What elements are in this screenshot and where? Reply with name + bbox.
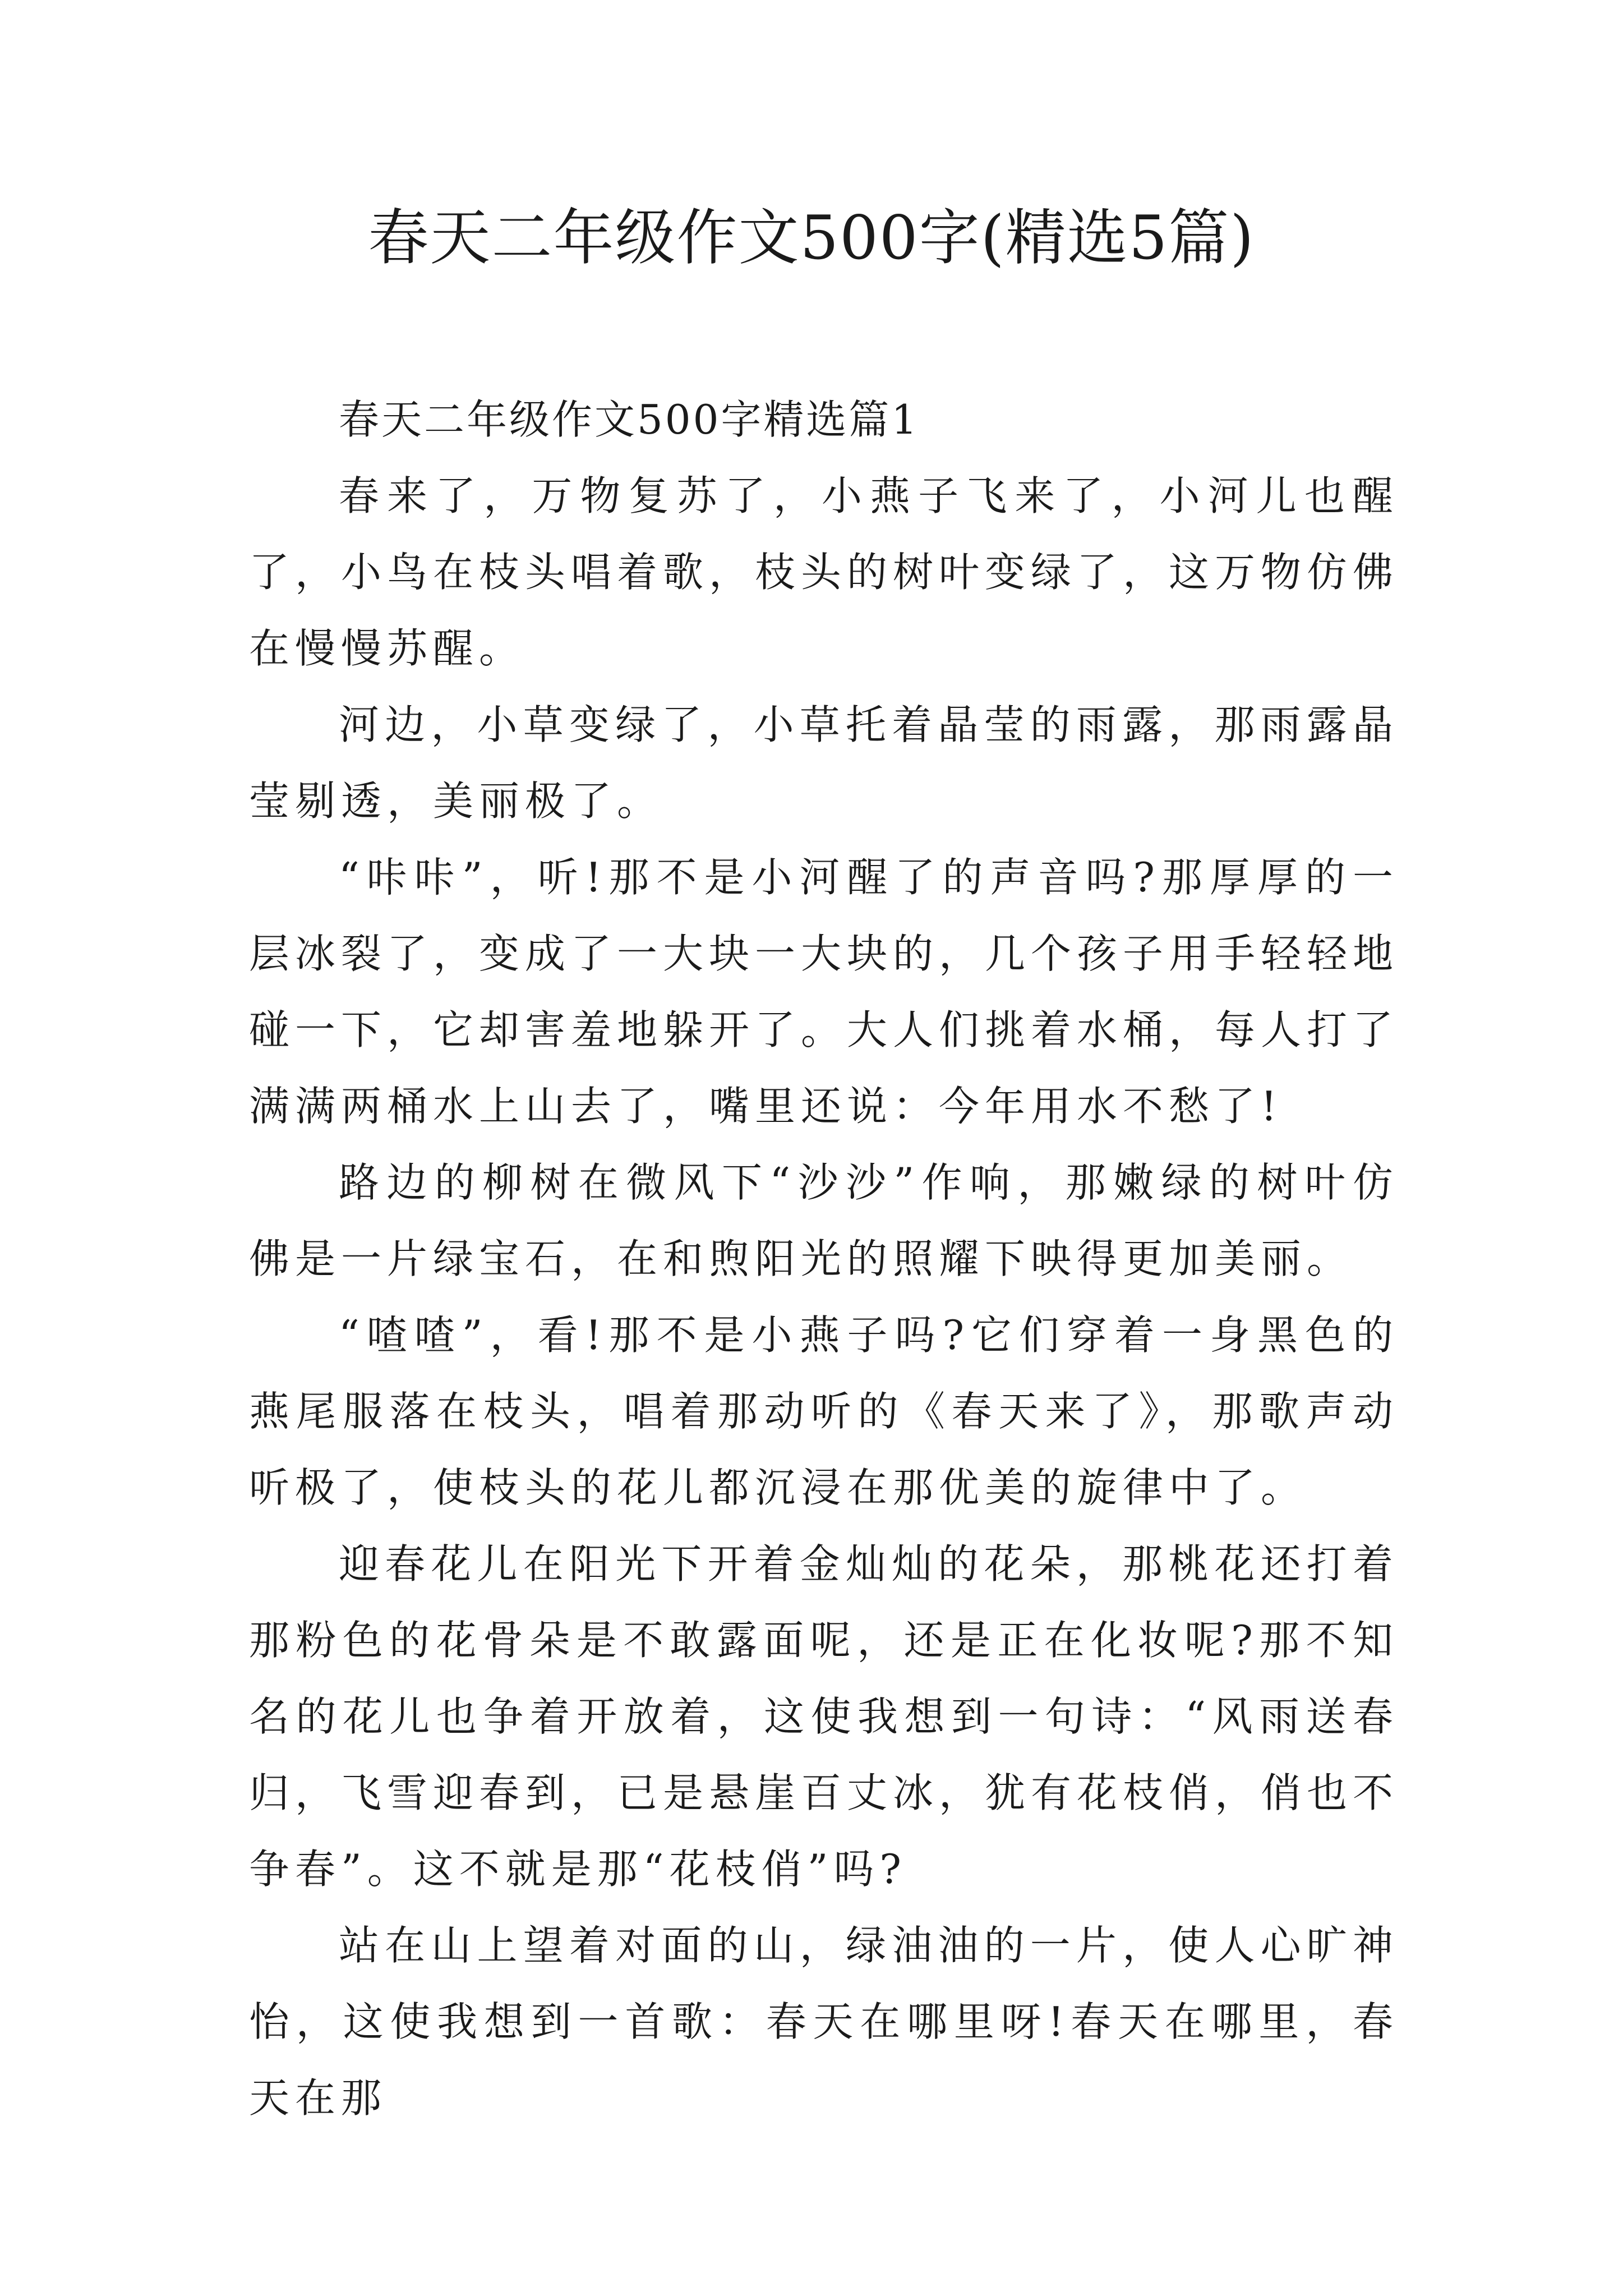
- paragraph: 迎春花儿在阳光下开着金灿灿的花朵，那桃花还打着那粉色的花骨朵是不敢露面呢，还是正在化妆呢?那不知名的花儿也争着开放着，这使我想到一句诗：“风雨送春归，飞雪迎春到，已是悬崖百丈冰，犹有花枝俏，俏也不争春”。这不就是那“花枝俏”吗?: [249, 1540, 1399, 1893]
- document-body: [249, 381, 1399, 2136]
- paragraph: 站在山上望着对面的山，绿油油的一片，使人心旷神怡，这使我想到一首歌：春天在哪里呀!春天在哪里，春天在那: [249, 1922, 1399, 2122]
- paragraph: “咔咔”，听!那不是小河醒了的声音吗?那厚厚的一层冰裂了，变成了一大块一大块的，几个孩子用手轻轻地碰一下，它却害羞地躲开了。大人们挑着水桶，每人打了满满两桶水上山去了，嘴里还说：今年用水不愁了!: [249, 854, 1399, 1130]
- section-heading: 春天二年级作文500字精选篇1: [339, 396, 920, 443]
- paragraph: 春来了，万物复苏了，小燕子飞来了，小河儿也醒了，小鸟在枝头唱着歌，枝头的树叶变绿了，这万物仿佛在慢慢苏醒。: [249, 472, 1399, 672]
- paragraph: “喳喳”，看!那不是小燕子吗?它们穿着一身黑色的燕尾服落在枝头，唱着那动听的《春天来了》，那歌声动听极了，使枝头的花儿都沉浸在那优美的旋律中了。: [249, 1312, 1399, 1511]
- paragraph: 河边，小草变绿了，小草托着晶莹的雨露，那雨露晶莹剔透，美丽极了。: [249, 701, 1399, 825]
- paragraph: 路边的柳树在微风下“沙沙”作响，那嫩绿的树叶仿佛是一片绿宝石，在和煦阳光的照耀下映得更加美丽。: [249, 1159, 1399, 1282]
- document-title: 春天二年级作文500字(精选5篇): [368, 203, 1255, 273]
